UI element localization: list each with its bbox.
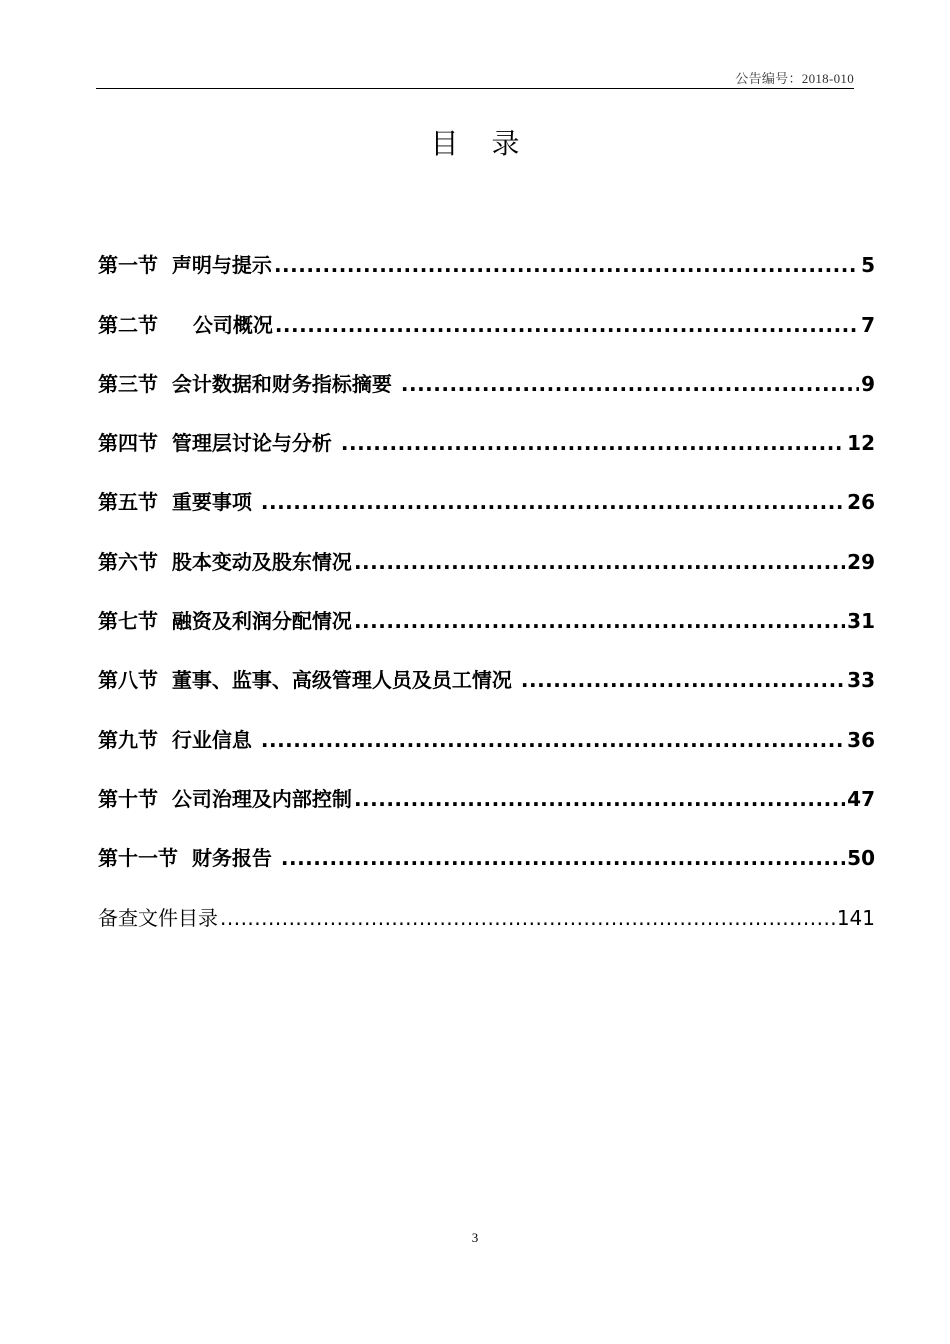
toc-entry[interactable] (98, 287, 875, 346)
toc-entry[interactable] (98, 880, 875, 939)
toc-entry-label: 第三节 会计数据和财务指标摘要 (98, 371, 399, 396)
toc-entry[interactable] (98, 228, 875, 287)
toc-entry[interactable] (98, 406, 875, 465)
toc-entry-page: 36 (847, 727, 875, 752)
toc-entry-label: 第二节 公司概况 (98, 312, 273, 337)
toc-dot-leader (275, 303, 859, 347)
toc-entry-label: 第九节 行业信息 (98, 727, 259, 752)
toc-entry-page: 7 (861, 312, 875, 337)
toc-entry[interactable] (98, 702, 875, 761)
toc-entry-page: 141 (836, 905, 875, 930)
toc-dot-leader (521, 658, 845, 702)
toc-dot-leader (281, 836, 845, 880)
toc-entry-page: 29 (847, 549, 875, 574)
toc-entry[interactable] (98, 347, 875, 406)
toc-dot-leader (354, 540, 845, 584)
toc-entry[interactable] (98, 465, 875, 524)
toc-dot-leader (261, 480, 845, 524)
toc-entry-page: 47 (847, 786, 875, 811)
toc-entry-label: 第四节 管理层讨论与分析 (98, 431, 339, 456)
toc-dot-leader (274, 243, 859, 287)
toc-entry-page: 33 (847, 668, 875, 693)
toc-entry-label: 第十节 公司治理及内部控制 (98, 786, 352, 811)
toc-entry-page: 12 (847, 431, 875, 456)
toc-entry[interactable] (98, 821, 875, 880)
toc-dot-leader (354, 777, 845, 821)
toc-entry-page: 31 (847, 609, 875, 634)
toc-dot-leader (354, 599, 845, 643)
toc-entry-page: 9 (861, 371, 875, 396)
header-divider (96, 88, 854, 89)
toc-entry-label: 第十一节 财务报告 (98, 846, 279, 871)
toc-entry[interactable] (98, 643, 875, 702)
toc-entry-label: 第七节 融资及利润分配情况 (98, 609, 352, 634)
toc-entry[interactable] (98, 524, 875, 583)
toc-entry-label: 第一节 声明与提示 (98, 253, 272, 278)
table-of-contents (98, 228, 875, 940)
toc-title: 目 录 (430, 127, 532, 160)
toc-entry-page: 5 (861, 253, 875, 278)
toc-dot-leader (220, 896, 835, 940)
toc-dot-leader (341, 421, 845, 465)
toc-entry-label: 第八节 董事、监事、高级管理人员及员工情况 (98, 668, 519, 693)
page-number: 3 (471, 1230, 479, 1245)
toc-dot-leader (261, 718, 845, 762)
toc-entry-label: 备查文件目录 (98, 905, 218, 930)
toc-entry-page: 50 (847, 846, 875, 871)
toc-entry-label: 第五节 重要事项 (98, 490, 259, 515)
toc-entry[interactable] (98, 584, 875, 643)
toc-entry-page: 26 (847, 490, 875, 515)
toc-entry[interactable] (98, 762, 875, 821)
toc-dot-leader (401, 362, 859, 406)
announcement-code: 公告编号：2018-010 (735, 71, 854, 86)
toc-entry-label: 第六节 股本变动及股东情况 (98, 549, 352, 574)
